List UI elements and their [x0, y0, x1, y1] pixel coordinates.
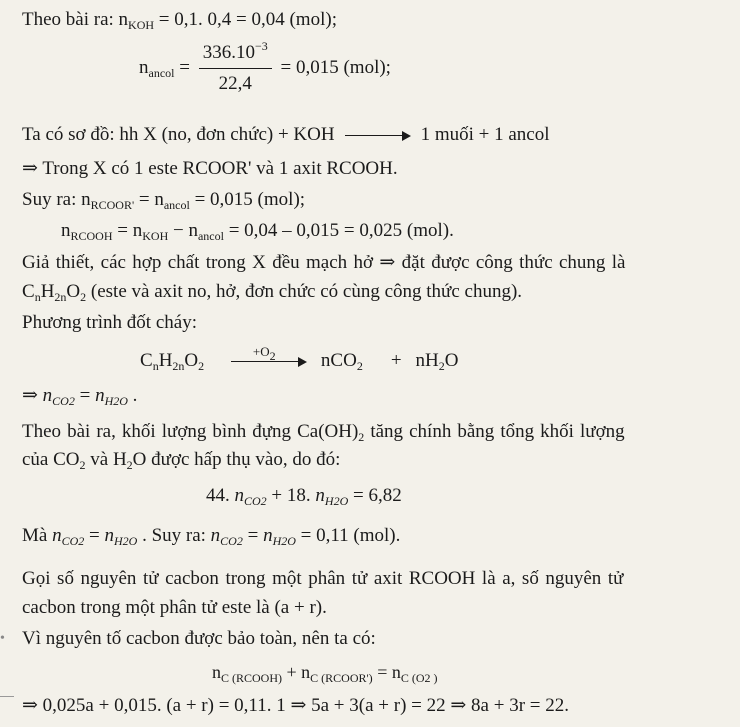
line-mass-increase: Theo bài ra, khối lượng bình đựng $Ca(OH)_2$ tăng chính bằng tổng khối lượng	[22, 421, 625, 444]
line-n-ancol: $n_{ancol}$ = $\frac{336.10^{-3}}{22,4}$ = 0,015 (mol);	[139, 40, 391, 97]
reaction-arrow	[345, 129, 411, 143]
line-general-formula: $C_nH_{2n}O_2$ (este và axit no, hở, đơn chức có cùng công thức chung).	[22, 281, 523, 304]
fraction: $\frac{336.10^{-3}}{22,4}$	[199, 40, 272, 97]
line-nco2-equals-nh2o: ⇒ $n_{CO2} = n_{H2O}$ .	[22, 385, 138, 408]
line-conclusion: ⇒ Trong X có 1 este RCOOR' và 1 axit RCOOH.	[22, 158, 398, 179]
line-combustion-equation: $C_nH_{2n}O_2$ $+O_2$ $nCO_2 + nH_2O$	[140, 343, 459, 373]
line-n-rcooh: $n_{RCOOH} = n_{KOH} - n_{ancol} = 0,04 - 0,015 = 0,025$ (mol).	[61, 220, 454, 243]
margin-mark	[0, 696, 14, 697]
line-mass-equation: 44. $n_{CO2} + 18$. $n_{H2O} = 6,82$	[206, 485, 402, 508]
line-combustion-title: Phương trình đốt cháy:	[22, 312, 197, 333]
line-n-koh: Theo bài ra: $n_{KOH} = 0,1$. 0,4 = 0,04 (mol);	[22, 9, 337, 32]
line-absorbed: của $CO_2$ và $H_2O$ được hấp thụ vào, do đó:	[22, 449, 341, 472]
line-final-equation: ⇒ 0,025a + 0,015. (a + r) = 0,11. 1 ⇒ 5a + 3(a + r) = 22 ⇒ 8a + 3r = 22.	[22, 695, 569, 716]
line-hypothesis: Giả thiết, các hợp chất trong X đều mạch hở ⇒ đặt được công thức chung là	[22, 252, 626, 273]
line-scheme: Ta có sơ đồ: hh X (no, đơn chức) + KOH 1 muối + 1 ancol	[22, 124, 550, 145]
line-carbon-atoms: Gọi số nguyên tử cacbon trong một phân tử axit RCOOH là a, số nguyên tử	[22, 568, 624, 589]
line-ester-carbons: cacbon trong một phân tử este là (a + r).	[22, 597, 327, 618]
line-conservation: Vì nguyên tố cacbon được bảo toàn, nên ta có:	[22, 628, 376, 649]
line-n-rcoor: Suy ra: $n_{RCOOR'} = n_{ancol} = 0,015$ (mol);	[22, 189, 306, 212]
line-carbon-balance: $n_{C (RCOOH)} + n_{C (RCOOR')} = n_{C (O2}$ $_)$	[212, 662, 438, 685]
combustion-arrow: $+O_2$	[231, 355, 307, 369]
bullet-mark: •	[0, 631, 5, 646]
line-result-011: Mà $n_{CO2} = n_{H2O}$ . Suy ra: $n_{CO2} = n_{H2O} = 0,11$ (mol).	[22, 525, 401, 548]
